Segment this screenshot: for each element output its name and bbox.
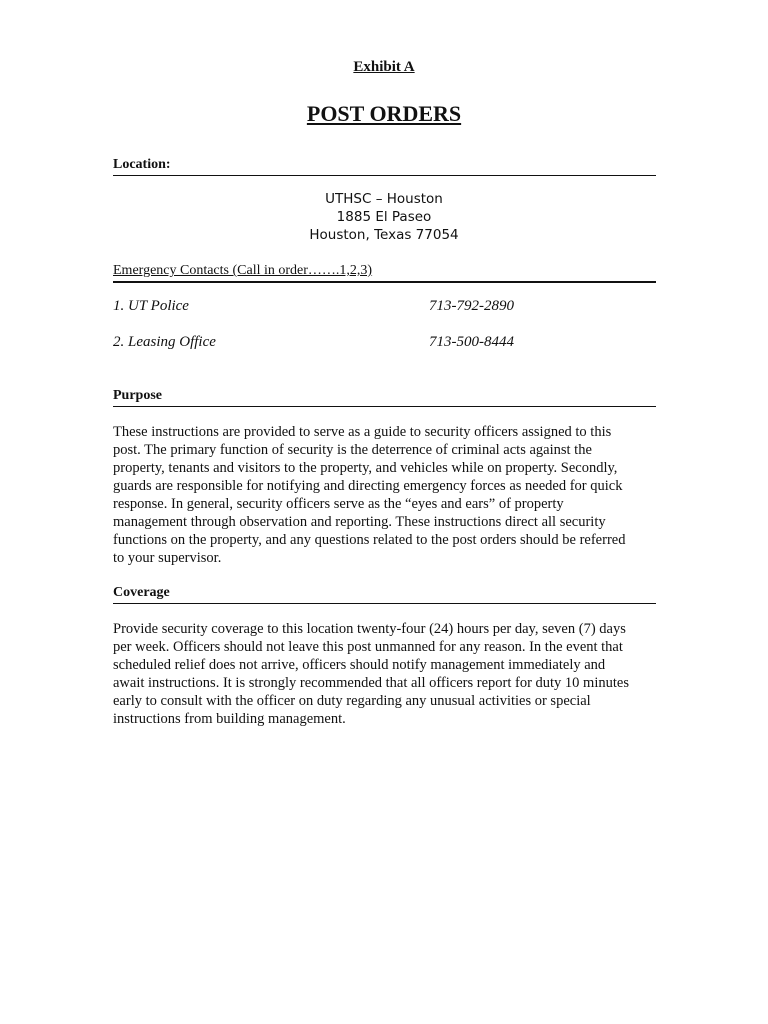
paragraph-line: post. The primary function of security is the deterrence of criminal acts against the (113, 442, 592, 458)
paragraph-line: per week. Officers should not leave this post unmanned for any reason. In the event that (113, 639, 623, 655)
contact-phone: 713-792-2890 (429, 298, 514, 314)
paragraph-line: to your supervisor. (113, 550, 222, 566)
paragraph-line: scheduled relief does not arrive, officers should notify management immediately and (113, 657, 606, 673)
address-line: UTHSC – Houston (325, 191, 443, 207)
contact-name: 1. UT Police (113, 298, 189, 314)
paragraph-line: early to consult with the officer on duty regarding any unusual activities or special (113, 693, 591, 709)
page-title: POST ORDERS (306, 101, 462, 126)
paragraph-line: Provide security coverage to this location twenty-four (24) hours per day, seven (7) days (113, 621, 626, 637)
location-address (0, 190, 768, 244)
location-heading: Location: (113, 157, 656, 176)
paragraph-line: instructions from building management. (113, 711, 346, 727)
contact-phone: 713-500-8444 (429, 334, 514, 350)
coverage-paragraph (113, 620, 658, 728)
paragraph-line: property, tenants and visitors to the property, and vehicles while on property. Secondly, (113, 460, 618, 476)
emergency-contacts-heading: Emergency Contacts (Call in order…….1,2,3) (113, 263, 656, 283)
paragraph-line: response. In general, security officers serve as the “eyes and ears” of property (113, 496, 564, 512)
contact-name: 2. Leasing Office (113, 334, 216, 350)
paragraph-line: management through observation and reporting. These instructions direct all security (113, 514, 606, 530)
coverage-heading: Coverage (113, 585, 656, 604)
purpose-paragraph (113, 423, 658, 567)
paragraph-line: guards are responsible for notifying and directing emergency forces as needed for quick (113, 478, 623, 494)
address-line: 1885 El Paseo (336, 209, 432, 225)
paragraph-line: These instructions are provided to serve as a guide to security officers assigned to this (113, 424, 612, 440)
address-line: Houston, Texas 77054 (309, 227, 459, 243)
paragraph-line: functions on the property, and any questions related to the post orders should be referred (113, 532, 626, 548)
paragraph-line: await instructions. It is strongly recommended that all officers report for duty 10 minutes (113, 675, 629, 691)
purpose-heading: Purpose (113, 388, 656, 407)
exhibit-label: Exhibit A (353, 59, 415, 75)
